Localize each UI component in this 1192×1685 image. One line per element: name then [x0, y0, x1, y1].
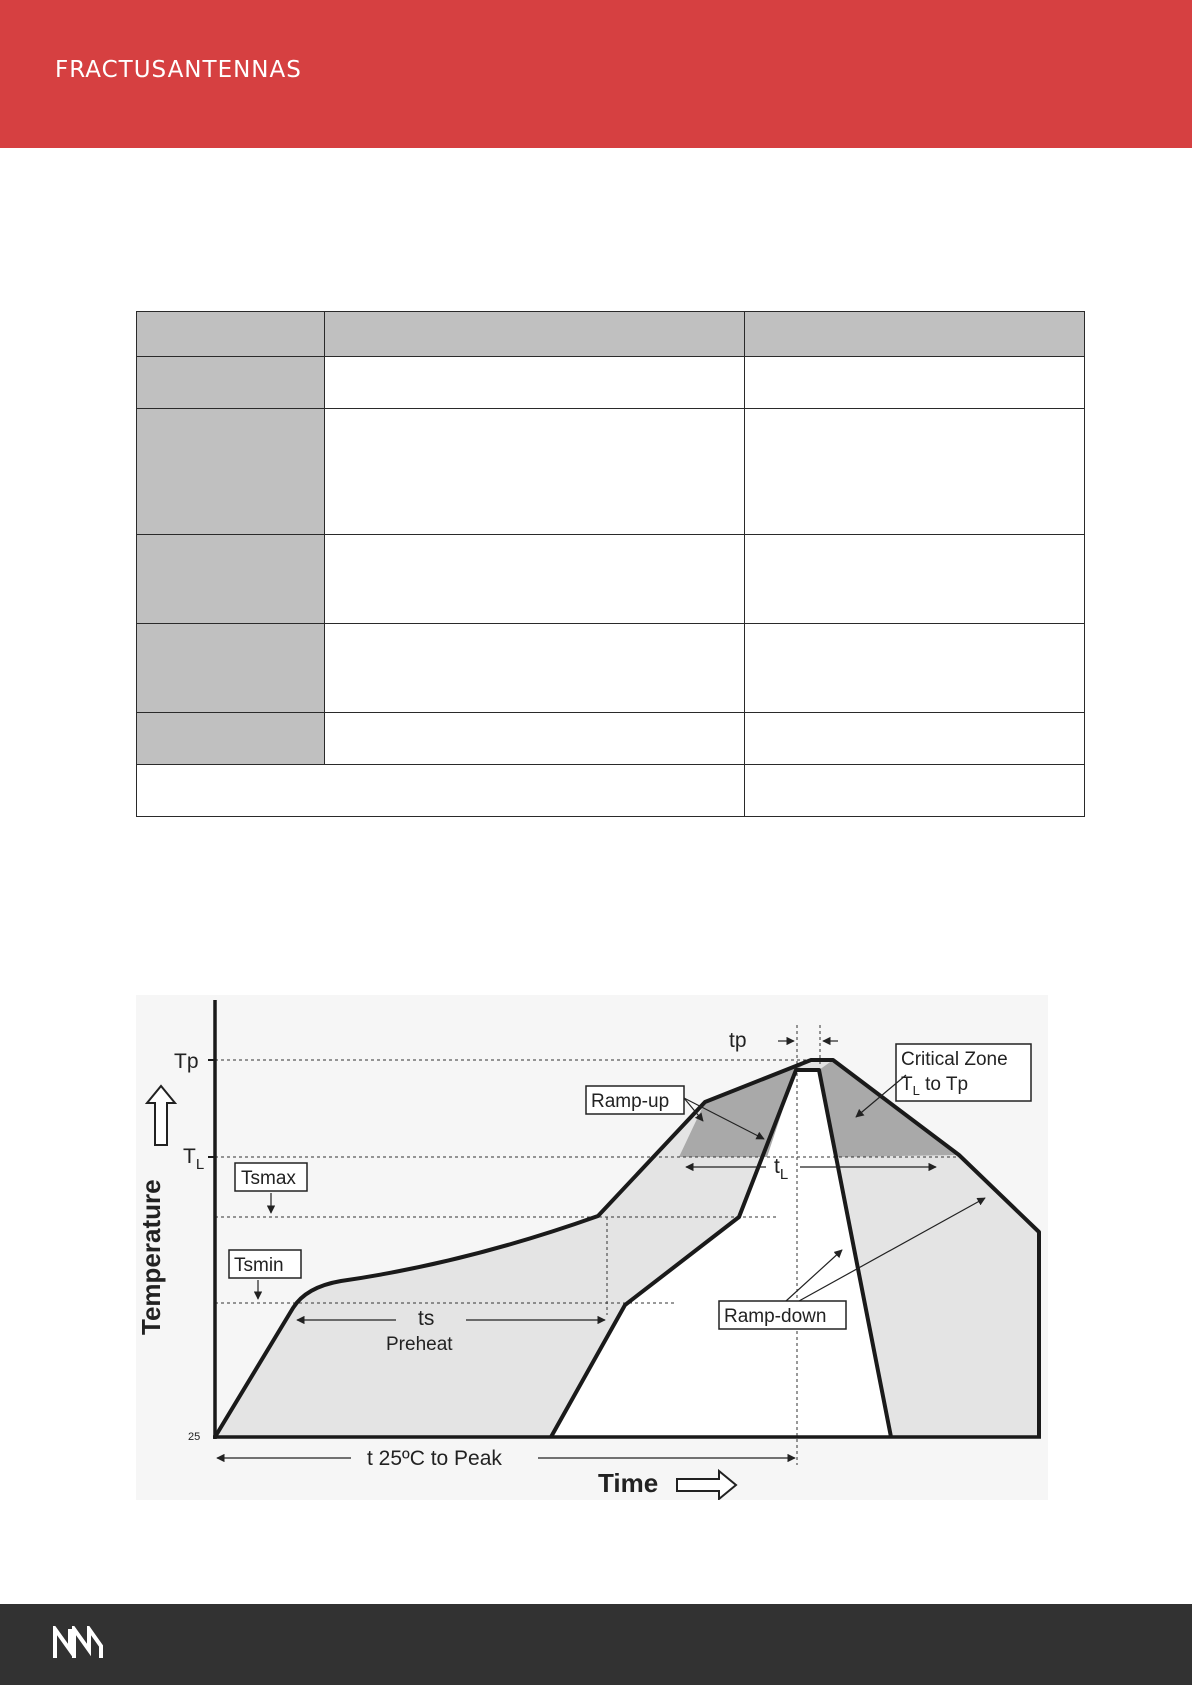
table-header-cell	[137, 312, 325, 357]
table-cell	[325, 535, 745, 624]
origin-label: 25	[188, 1431, 201, 1443]
table-cell	[745, 765, 1085, 817]
table-label-cell	[137, 624, 325, 713]
table-header-cell	[745, 312, 1085, 357]
nn-logo-icon	[52, 1626, 104, 1660]
tsmax-label: Tsmax	[241, 1168, 296, 1189]
y-axis-title: Temperature	[136, 1179, 166, 1335]
ramp-down-label: Ramp-down	[724, 1306, 827, 1327]
critical-zone-to-tp: to Tp	[919, 1074, 969, 1095]
ts-label: ts	[418, 1307, 435, 1330]
tl-time-label: t	[774, 1155, 780, 1178]
table-cell	[325, 624, 745, 713]
table-cell	[745, 409, 1085, 535]
table-merged-cell	[137, 765, 745, 817]
preheat-label: Preheat	[386, 1334, 453, 1355]
x-axis-title: Time	[598, 1468, 659, 1498]
tsmin-label: Tsmin	[234, 1255, 284, 1276]
table-cell	[325, 409, 745, 535]
tl-label: T	[183, 1145, 196, 1168]
table-header-cell	[325, 312, 745, 357]
svg-text:TL to Tp	[901, 1074, 968, 1098]
t25-label: t 25ºC to Peak	[367, 1447, 502, 1470]
table-label-cell	[137, 713, 325, 765]
tl-time-sub: L	[779, 1166, 789, 1183]
table-cell	[325, 357, 745, 409]
page-header	[0, 0, 1192, 148]
tp-label: Tp	[174, 1050, 199, 1073]
table-label-cell	[137, 357, 325, 409]
table-row	[137, 357, 1085, 409]
page-footer	[0, 1604, 1192, 1685]
table-cell	[325, 713, 745, 765]
table-cell	[745, 713, 1085, 765]
spec-table	[136, 311, 1085, 817]
table-header-row	[137, 312, 1085, 357]
critical-zone-tl-sub: L	[912, 1083, 920, 1098]
table-cell	[745, 535, 1085, 624]
reflow-profile-diagram	[136, 995, 1048, 1500]
table-label-cell	[137, 409, 325, 535]
tl-label-sub: L	[195, 1156, 205, 1173]
table-cell	[745, 624, 1085, 713]
table-row	[137, 624, 1085, 713]
table-label-cell	[137, 535, 325, 624]
ramp-up-label: Ramp-up	[591, 1091, 670, 1112]
table-row	[137, 765, 1085, 817]
brand-logo: FRACTUSANTENNAS	[55, 57, 302, 83]
table-row	[137, 535, 1085, 624]
table-row	[137, 713, 1085, 765]
tp-time-label: tp	[729, 1029, 747, 1052]
table-cell	[745, 357, 1085, 409]
critical-zone-line1: Critical Zone	[901, 1049, 1008, 1070]
critical-zone-tl: T	[901, 1074, 913, 1095]
table-row	[137, 409, 1085, 535]
